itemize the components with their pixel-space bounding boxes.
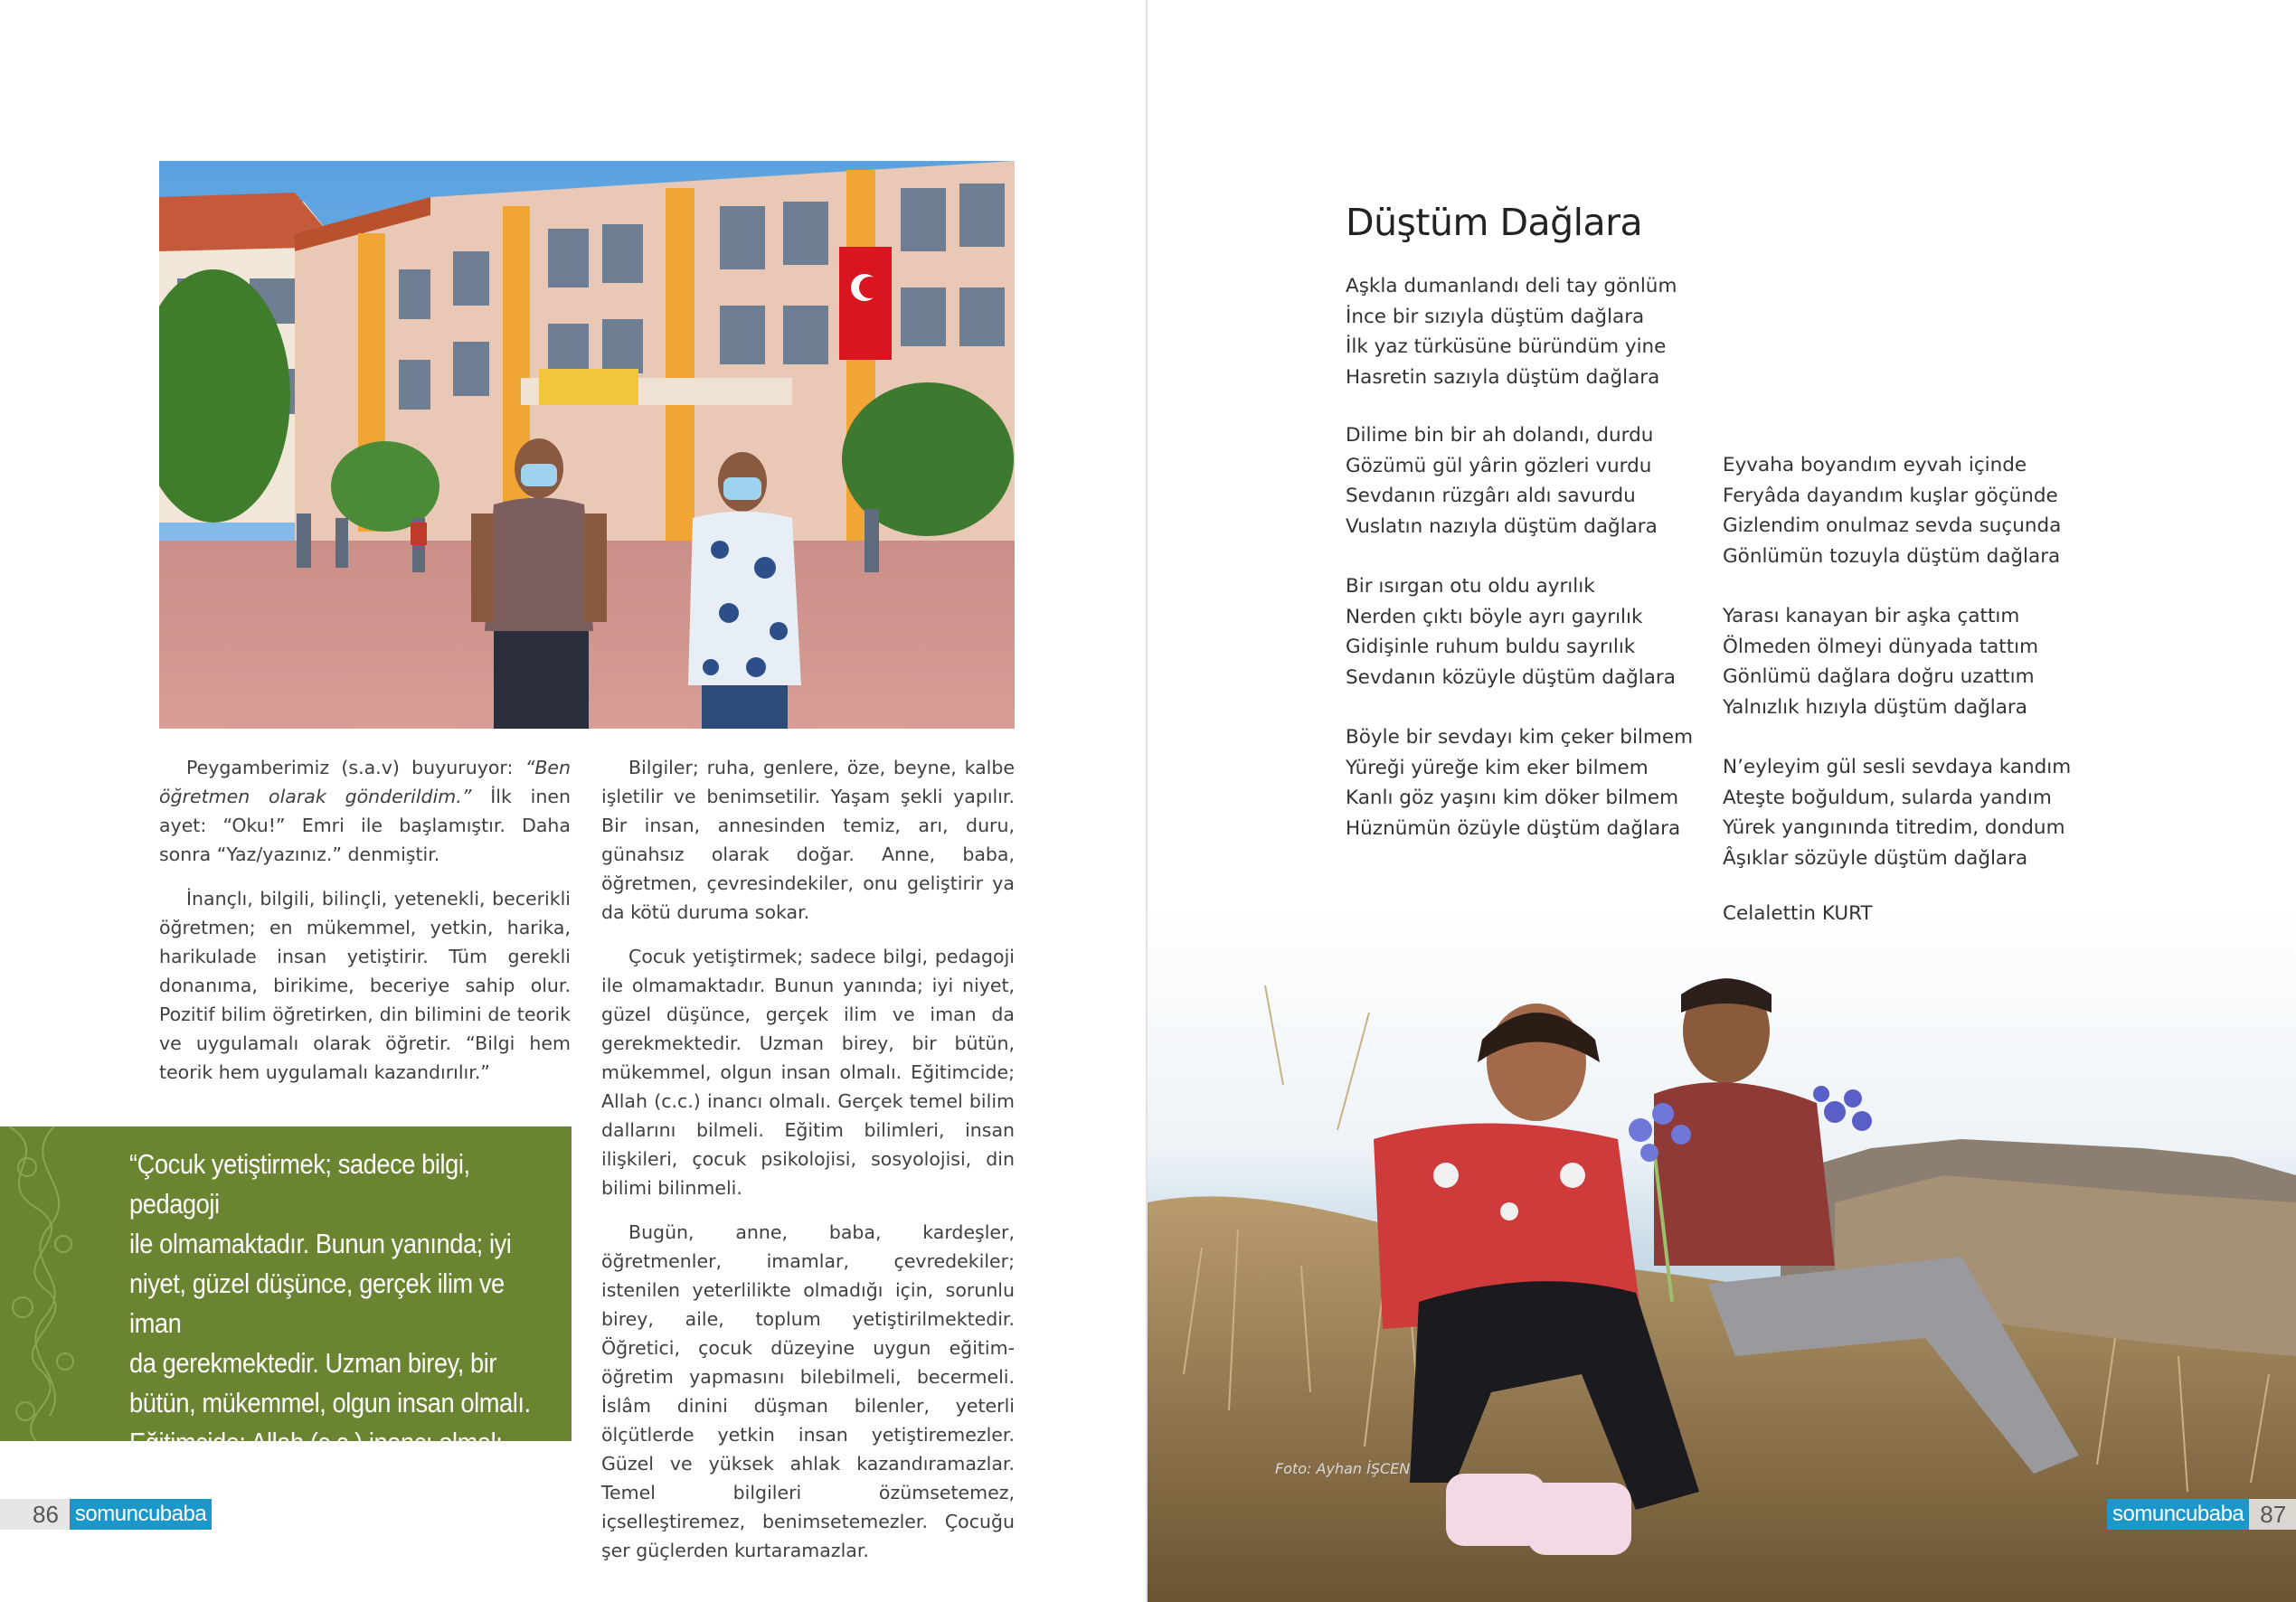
page-number-footer-left [0, 1499, 212, 1530]
poem-author: Celalettin KURT [1723, 902, 1873, 925]
brand-logo: somuncubaba [2107, 1499, 2249, 1530]
photo-credit: Foto: Ayhan İŞCEN [1275, 1460, 1411, 1477]
page-number: 86 [0, 1499, 70, 1530]
poem-stanza: Bir ısırgan otu oldu ayrılık Nerden çıktı böyle ayrı gayrılık Gidişinle ruhum buldu sayrılık Sevdanın közüyle düştüm dağlara [1346, 575, 1676, 689]
pull-quote-text: “Çocuk yetiştirmek; sadece bilgi, pedagoji ile olmamaktadır. Bunun yanında; iyi niyet, güzel düşünce, gerçek ilim ve iman da gerekmektedir. Uzman birey, bir bütün, mükemmel, olgun insan olmalı. Eğitimcide; Allah (c.c.) inancı olmalı. Gerçek temel bilim dallarını bilmeli.” [129, 1148, 531, 1498]
school-photo-illustration [159, 161, 1015, 729]
page-number: 87 [2249, 1499, 2296, 1530]
article-column-2 [601, 753, 1015, 1580]
poem-stanza: Yarası kanayan bir aşka çattım Ölmeden ölmeyi dünyada tattım Gönlümü dağlara doğru uzattım Yalnızlık hızıyla düştüm dağlara [1723, 605, 2039, 719]
school-photo [159, 161, 1015, 729]
poem-stanza: Eyvaha boyandım eyvah içinde Feryâda dayandım kuşlar göçünde Gizlendim onulmaz sevda suçunda Gönlümün tozuyla düştüm dağlara [1723, 454, 2062, 568]
poem-stanza: N’eyleyim gül sesli sevdaya kandım Ateşte boğuldum, sularda yandım Yürek yangınında titredim, dondum Âşıklar sözüyle düştüm dağlara [1723, 756, 2072, 870]
paragraph: Bilgiler; ruha, genlere, öze, beyne, kalbe işletilir ve benimsetilir. Yaşam şekli yapılır. Bir insan, annesinden temiz, arı, duru, günahsız olarak doğar. Anne, baba, öğretmen, çevresindekiler, onu geliştirir ya da kötü duruma sokar. [601, 757, 1015, 923]
floral-pattern-icon [0, 1126, 87, 1441]
poem-stanza: Böyle bir sevdayı kim çeker bilmem Yüreği yüreğe kim eker bilmem Kanlı göz yaşını kim döker bilmem Hüznümün özüyle düştüm dağlara [1346, 726, 1694, 840]
paragraph: Çocuk yetiştirmek; sadece bilgi, pedagoji ile olmamaktadır. Bunun yanında; iyi niyet, güzel düşünce, gerçek ilim ve iman da gerekmektedir. Uzman birey, bir bütün, mükemmel, olgun insan olmalı. Eğitimcide; Allah (c.c.) inancı olmalı. Gerçek temel bilim dallarını bilmeli. Eğitim bilimleri, insan ilişkileri, çocuk psikolojisi, sosyolojisi, din bilimi bilinmeli. [601, 946, 1015, 1199]
poem-stanza: Aşkla dumanlandı deli tay gönlüm İnce bir sızıyla düştüm dağlara İlk yaz türküsüne büründüm yine Hasretin sazıyla düştüm dağlara [1346, 275, 1677, 389]
paragraph: İnançlı, bilgili, bilinçli, yetenekli, becerikli öğretmen; en mükemmel, yetkin, harika, harikulade insan yetiştirir. Tüm gerekli donanıma, birikime, beceriye sahip olur. Pozitif bilim öğretirken, din bilimini de teorik ve uygulamalı olarak öğretir. “Bilgi hem teorik hem uygulamalı kazandırılır.” [159, 888, 571, 1083]
left-page [0, 0, 1147, 1602]
paragraph: Peygamberimiz (s.a.v) buyuruyor: “Ben öğretmen olarak gönderildim.” İlk inen ayet: “Oku!” Emri ile başlamıştır. Daha sonra “Yaz/yazınız.” denmiştir. [159, 757, 571, 865]
poem-title: Düştüm Dağlara [1346, 201, 1643, 244]
children-photo-illustration [1148, 904, 2296, 1602]
poem-stanza: Dilime bin bir ah dolandı, durdu Gözümü gül yârin gözleri vurdu Sevdanın rüzgârı aldı savurdu Vuslatın nazıyla düştüm dağlara [1346, 424, 1658, 538]
children-photo [1148, 904, 2296, 1602]
article-column-1 [159, 753, 571, 1102]
page-number-footer-right [2107, 1499, 2296, 1530]
paragraph: Bugün, anne, baba, kardeşler, öğretmenler, imamlar, çevredekiler; istenilen yeterlilikte olmadığı için, sorunlu birey, aile, toplum yetiştirilmektedir. Öğretici, çocuk düzeyine uygun eğitim-öğretim yapmasını bilebilmeli, becermeli. İslâm dinini düşman bilenler, yeterli ölçütlerde yetkin insan yetiştiremezler. Güzel ve yüksek ahlak kazandıramazlar. Temel bilgileri özümsetemez, içselleştiremez, benimsetemezler. Çocuğu şer güçlerden kurtaramazlar. [601, 1221, 1015, 1561]
pull-quote-box [0, 1126, 572, 1498]
brand-logo: somuncubaba [70, 1499, 212, 1530]
